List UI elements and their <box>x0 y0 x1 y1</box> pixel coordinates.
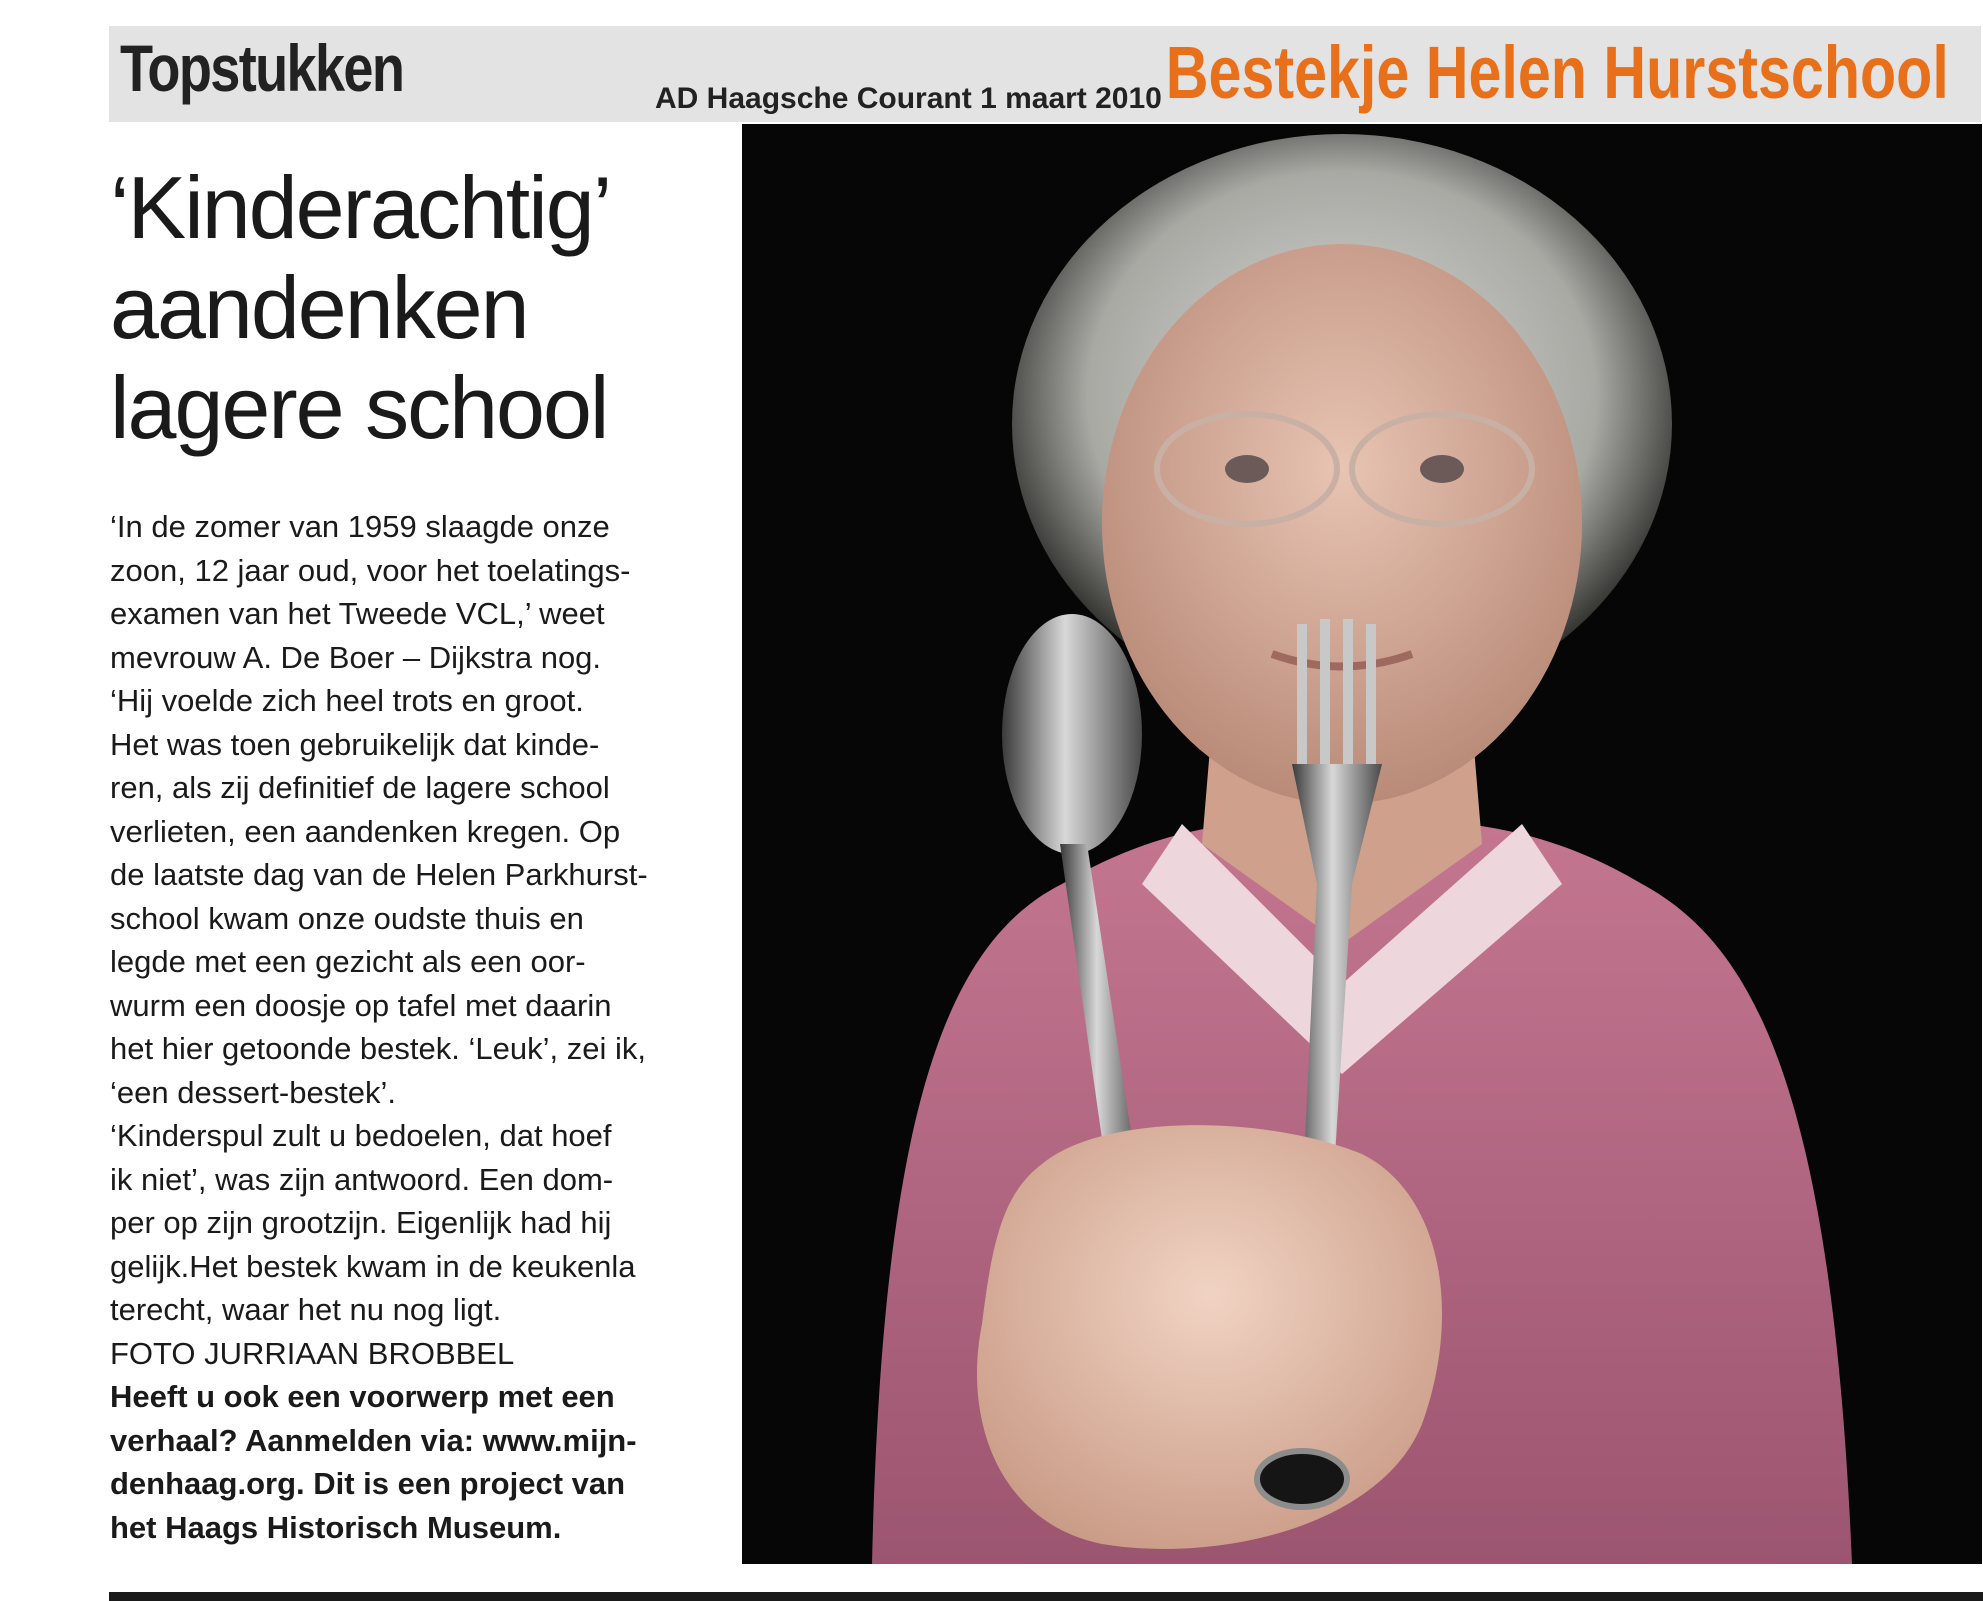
body-line: ‘In de zomer van 1959 slaagde onze <box>110 509 610 544</box>
body-line: legde met een gezicht als een oor- <box>110 944 586 979</box>
body-line: ren, als zij definitief de lagere school <box>110 770 610 805</box>
body-line: ‘een dessert-bestek’. <box>110 1074 397 1110</box>
ring <box>1257 1451 1347 1507</box>
headline-line: lagere school <box>110 358 608 457</box>
body-line: mevrouw A. De Boer – Dijkstra nog. <box>110 639 602 675</box>
photo-illustration <box>742 124 1982 1564</box>
body-line: ik niet’, was zijn antwoord. Een dom- <box>110 1161 614 1197</box>
hands-shape <box>977 1125 1442 1549</box>
topic-title: Bestekje Helen Hurstschool <box>1165 31 1949 114</box>
eye-right <box>1420 455 1464 483</box>
section-label: Topstukken <box>120 31 404 105</box>
callout-line: denhaag.org. Dit is een project van <box>110 1466 626 1501</box>
body-line: verlieten, een aandenken kregen. Op <box>110 813 621 849</box>
article-body <box>110 505 730 1549</box>
body-line: examen van het Tweede VCL,’ weet <box>110 596 605 631</box>
face-shape <box>1102 244 1582 804</box>
photo-credit: FOTO JURRIAAN BROBBEL <box>110 1335 515 1371</box>
body-line: ‘Kinderspul zult u bedoelen, dat hoef <box>110 1118 612 1153</box>
body-line: de laatste dag van de Helen Parkhurst- <box>110 857 648 892</box>
bottom-rule <box>109 1592 1983 1601</box>
headline-line: ‘Kinderachtig’ <box>110 158 611 257</box>
eye-left <box>1225 455 1269 483</box>
body-line: terecht, waar het nu nog ligt. <box>110 1292 502 1327</box>
body-line: wurm een doosje op tafel met daarin <box>110 987 612 1023</box>
callout-line: Heeft u ook een voorwerp met een <box>110 1379 615 1414</box>
headline <box>110 158 730 458</box>
headline-line: aandenken <box>110 258 528 357</box>
body-line: het hier getoonde bestek. ‘Leuk’, zei ik, <box>110 1031 646 1066</box>
body-line: Het was toen gebruikelijk dat kinde- <box>110 726 600 762</box>
body-line: zoon, 12 jaar oud, voor het toelatings- <box>110 552 631 588</box>
body-line: school kwam onze oudste thuis en <box>110 900 584 936</box>
callout-line: het Haags Historisch Museum. <box>110 1509 562 1545</box>
article-photo <box>742 124 1982 1564</box>
body-line: per op zijn grootzijn. Eigenlijk had hij <box>110 1205 612 1240</box>
publication-date: AD Haagsche Courant 1 maart 2010 <box>655 82 1162 115</box>
body-line: gelijk.Het bestek kwam in de keukenla <box>110 1248 636 1284</box>
spoon-bowl <box>1002 614 1142 854</box>
callout-line: verhaal? Aanmelden via: www.mijn- <box>110 1422 637 1458</box>
body-line: ‘Hij voelde zich heel trots en groot. <box>110 683 584 718</box>
